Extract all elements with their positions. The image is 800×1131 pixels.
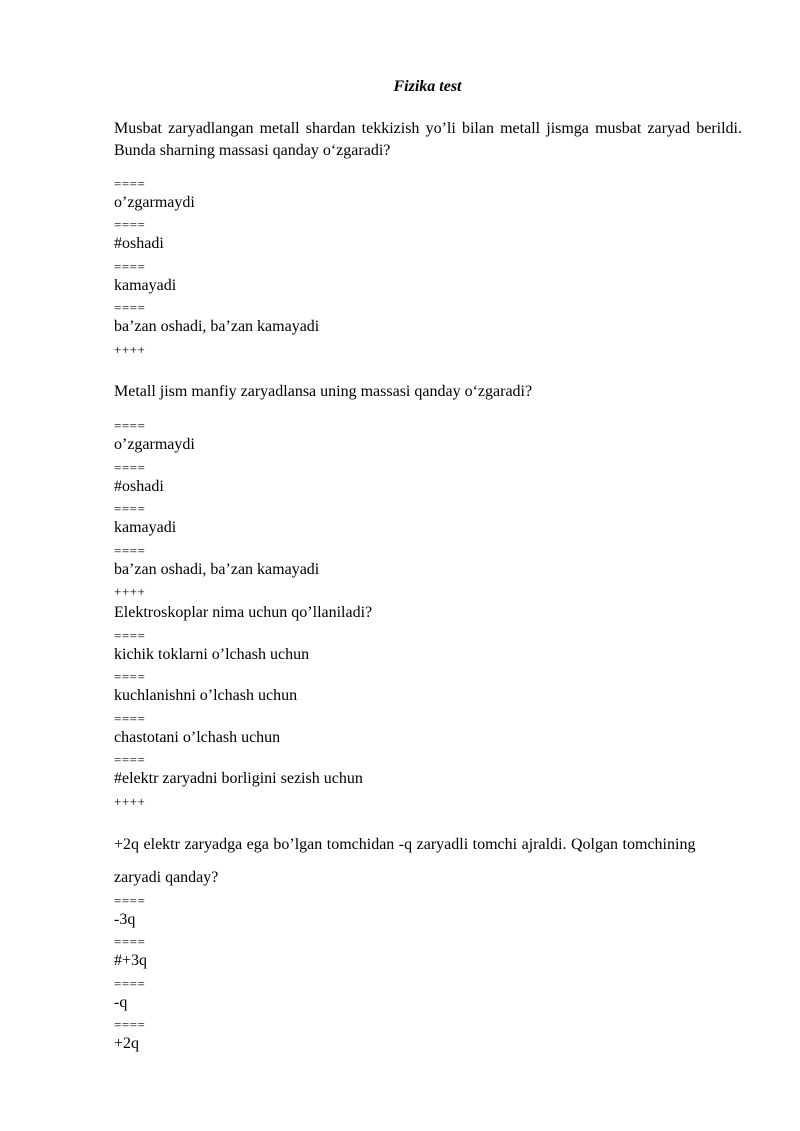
option-separator: ====: [114, 501, 146, 516]
option-separator: ====: [114, 934, 146, 949]
question-separator: ++++: [114, 342, 146, 357]
option-separator: ====: [114, 669, 146, 684]
option-separator: ====: [114, 976, 146, 991]
option-separator: ====: [114, 1017, 146, 1032]
question-3-text: Elektroskoplar nima uchun qo’llaniladi?: [114, 604, 373, 621]
question-1-option-3: kamayadi: [114, 277, 177, 294]
question-2-option-1: o’zgarmaydi: [114, 436, 195, 453]
question-2-text: Metall jism manfiy zaryadlansa uning massasi qanday o‘zgaradi?: [114, 383, 533, 400]
question-3-option-1: kichik toklarni o’lchash uchun: [114, 646, 310, 663]
question-1-option-4: ba’zan oshadi, ba’zan kamayadi: [114, 318, 320, 335]
question-2-option-3: kamayadi: [114, 519, 177, 536]
question-4-option-3: -q: [114, 994, 128, 1011]
question-4-text-line-2: zaryadi qanday?: [114, 869, 219, 886]
option-separator: ====: [114, 460, 146, 475]
question-3-option-3: chastotani o’lchash uchun: [114, 729, 281, 746]
question-2-option-4: ba’zan oshadi, ba’zan kamayadi: [114, 561, 320, 578]
option-separator: ====: [114, 711, 146, 726]
option-separator: ====: [114, 418, 146, 433]
option-separator: ====: [114, 543, 146, 558]
option-separator: ====: [114, 893, 146, 908]
option-separator: ====: [114, 300, 146, 315]
question-3-option-4: #elektr zaryadni borligini sezish uchun: [114, 770, 363, 787]
question-1-text: Musbat zaryadlangan metall shardan tekkizish yo’li bilan metall jismga musbat zaryad berildi. Bunda sharning massasi qanday o‘zgaradi?: [114, 120, 742, 159]
question-1-option-2: #oshadi: [114, 235, 164, 252]
question-3-option-2: kuchlanishni o’lchash uchun: [114, 687, 298, 704]
option-separator: ====: [114, 752, 146, 767]
option-separator: ====: [114, 217, 146, 232]
question-4-option-4: +2q: [114, 1035, 140, 1052]
question-separator: ++++: [114, 584, 146, 599]
question-2-option-2: #oshadi: [114, 478, 164, 495]
question-4-option-1: -3q: [114, 911, 136, 928]
question-4-text-line-1: +2q elektr zaryadga ega bo’lgan tomchidan -q zaryadli tomchi ajraldi. Qolgan tomchining: [114, 836, 696, 853]
question-separator: ++++: [114, 794, 146, 809]
option-separator: ====: [114, 259, 146, 274]
option-separator: ====: [114, 176, 146, 191]
question-1-option-1: o’zgarmaydi: [114, 194, 195, 211]
document-title: Fizika test: [393, 78, 462, 95]
question-4-option-2: #+3q: [114, 952, 148, 969]
option-separator: ====: [114, 628, 146, 643]
